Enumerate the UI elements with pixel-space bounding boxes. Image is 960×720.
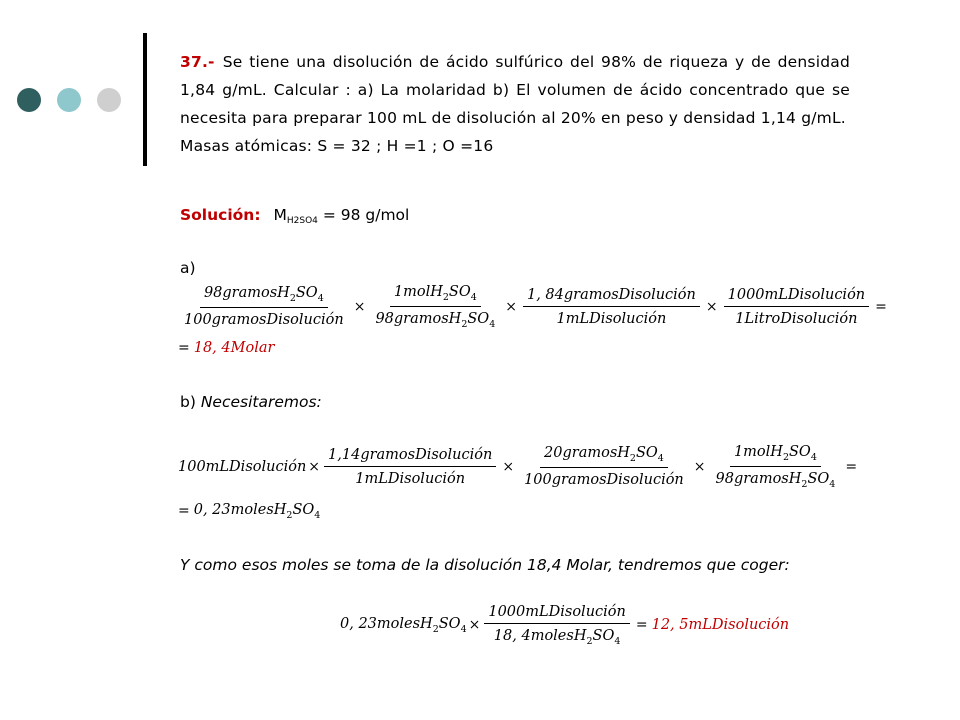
- part-b-result: 0, $23molesH_2SO_4$: [193, 502, 321, 521]
- times-operator: ×: [468, 617, 481, 634]
- part-b-header: [180, 393, 322, 411]
- problem-statement: [180, 48, 850, 160]
- decor-dot-teal: [57, 88, 81, 112]
- part-b-fraction-3: $\frac{1molH_2SO_4}{98gramosH_2SO_4}$: [715, 444, 836, 490]
- problem-number: 37.-: [180, 53, 215, 71]
- part-b-start: 100mLDisolución: [178, 458, 307, 475]
- solution-label: Solución:: [180, 206, 261, 224]
- vertical-divider: [143, 33, 147, 166]
- times-operator: ×: [705, 298, 718, 315]
- part-b-heading: Necesitaremos:: [200, 393, 322, 411]
- problem-text: Se tiene una disolución de ácido sulfúrico del 98% de riqueza y de densidad 1,84 g/mL. Calcular : a) La molaridad b) El volumen de ácido concentrado que se necesita para preparar 100 mL de disolución al 20% en peso y densidad 1,14 g/mL.: [180, 53, 850, 127]
- part-a-fraction-3: $\frac{\text{1, 84gramosDisolución}}{\text{1mLDisolución}}$: [523, 287, 700, 327]
- times-operator: ×: [308, 458, 321, 475]
- conclusion-text: Y como esos moles se toma de la disolución 18,4 Molar, tendremos que coger:: [180, 556, 790, 574]
- part-a-fraction-1: $\frac{98gramosH_2SO_4}{\text{100gramosDisolución}}$: [184, 285, 344, 329]
- equals-operator: =: [635, 617, 648, 634]
- conclusion-fraction: $\frac{\text{1000mLDisolución}}{18, 4molesH_2SO_4}$: [484, 604, 630, 647]
- part-b-result-line: [178, 502, 320, 521]
- molar-mass-symbol: M: [273, 206, 287, 224]
- equals-operator: =: [178, 503, 190, 520]
- atomic-masses: Masas atómicas: S = 32 ; H =1 ; O =16: [180, 137, 494, 155]
- part-b-fraction-1: $\frac{\text{1,14gramosDisolución}}{\text{1mLDisolución}}$: [324, 447, 496, 487]
- part-a-fraction-2: $\frac{1molH_2SO_4}{98gramosH_2SO_4}$: [375, 284, 496, 330]
- times-operator: ×: [505, 298, 517, 315]
- part-b-equation: [178, 444, 861, 490]
- times-operator: ×: [693, 458, 706, 475]
- molar-mass-subscript: H2SO4: [286, 216, 318, 226]
- part-a-fraction-4: $\frac{\text{1000mLDisolución}}{\text{1LitroDisolución}}$: [724, 287, 870, 327]
- part-a-result: 18, 4Molar: [193, 340, 275, 356]
- equals-operator: =: [845, 458, 858, 475]
- times-operator: ×: [502, 458, 515, 475]
- molar-mass-value: = 98 g/mol: [322, 206, 410, 224]
- part-a-label: a): [180, 259, 196, 277]
- times-operator: ×: [353, 298, 366, 315]
- equals-operator: =: [178, 340, 190, 356]
- part-a-equation: [178, 284, 891, 330]
- decor-dot-dark: [17, 88, 41, 112]
- part-b-label: b): [180, 393, 196, 411]
- decor-dot-gray: [97, 88, 121, 112]
- conclusion-result: 12, 5mLDisolución: [651, 617, 790, 634]
- conclusion-start: 0, $23molesH_2SO_4$: [340, 616, 467, 635]
- solution-header: [180, 206, 409, 226]
- part-a-result-line: [178, 340, 274, 356]
- conclusion-equation: [340, 604, 789, 647]
- equals-operator: =: [875, 298, 887, 315]
- part-b-fraction-2: $\frac{20gramosH_2SO_4}{\text{100gramosDisolución}}$: [524, 445, 684, 489]
